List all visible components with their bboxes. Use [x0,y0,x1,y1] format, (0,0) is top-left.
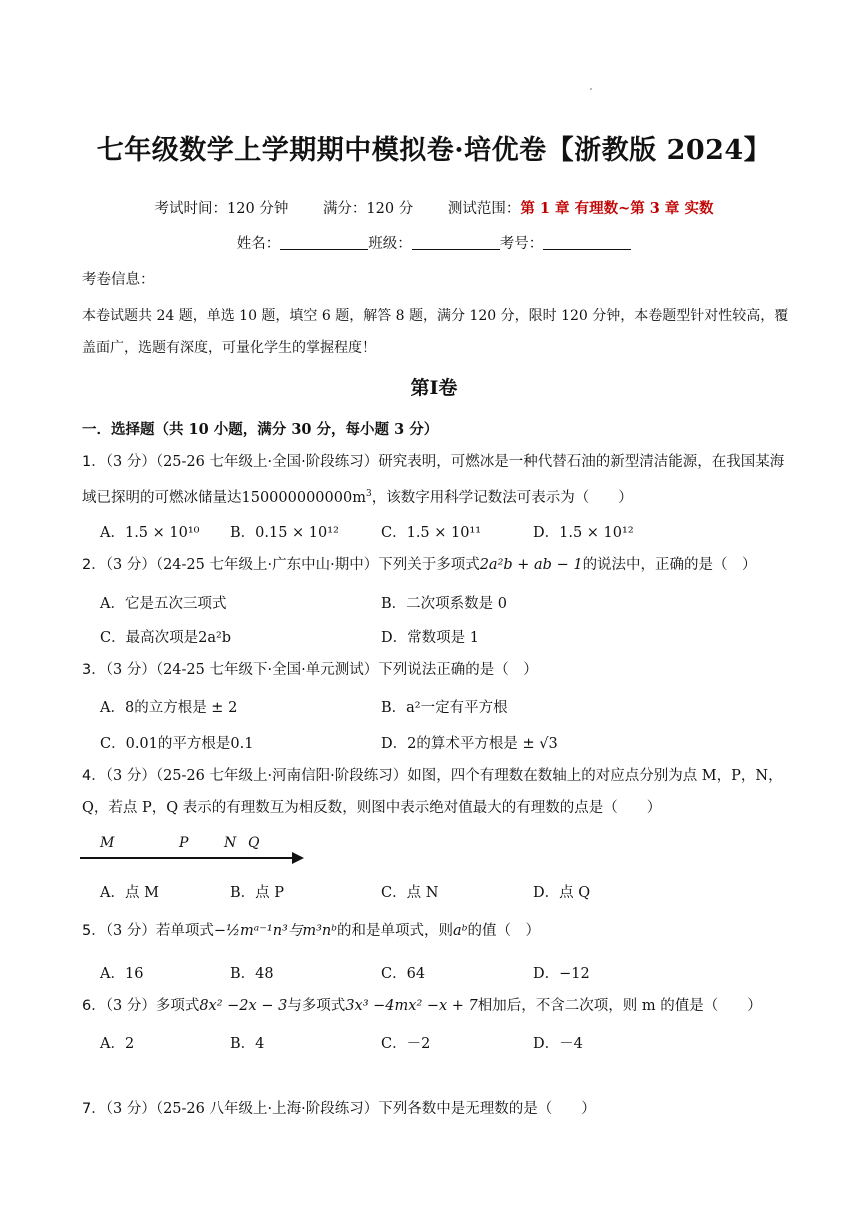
question-number: 5． [82,923,106,939]
option-a: A．8的立方根是 ± 2 [100,700,238,716]
point-label-n: N [224,835,237,851]
option-a: A．2 [100,1036,135,1052]
question-number: 2． [82,557,106,573]
question-math: 8x² −2x − 3 [199,998,288,1014]
scan-speck [590,88,592,90]
question-stem: （3 分）（24-25 七年级上·广东中山·期中）下列关于多项式 [105,557,480,573]
question-math-2: 3x³ −4mx² −x + 7 [345,998,478,1014]
option-d: D．2的算术平方根是 ± √3 [381,736,558,752]
question-stem: （3 分）（25-26 七年级上·河南信阳·阶段练习）如图，四个有理数在数轴上的对应点分别为点 M，P，N，Q，若点 P，Q 表示的有理数互为相反数，则图中表示绝对值最大的有理数的点是（ ） [82,768,783,816]
option-c: C．0.01的平方根是0.1 [100,736,254,752]
option-b: B．点 P [230,885,285,901]
option-d: D．－4 [533,1036,583,1052]
question-1 [82,446,794,514]
question-number: 3． [82,662,106,678]
info-text: 本卷试题共 24 题，单选 10 题，填空 6 题，解答 8 题，满分 120 分，限时 120 分钟，本卷题型针对性较高，覆盖面广，选题有深度，可量化学生的掌握程度！ [82,308,789,356]
question-stem: （3 分）（25-26 七年级上·全国·阶段练习）研究表明，可燃冰是一种代替石油的新型清洁能源，在我国某海域已探明的可燃冰储量达 [82,454,785,506]
question-stem: （3 分）多项式 [105,998,200,1014]
volume-heading: 第Ⅰ卷 [410,377,458,399]
option-b: B．4 [230,1036,265,1052]
option-a: A．点 M [100,885,159,901]
point-label-p: P [179,835,189,851]
point-label-m: M [100,835,115,851]
student-fields [0,232,868,253]
option-c: C．点 N [381,885,439,901]
question-number: 4． [82,768,106,784]
option-b: B．a²一定有平方根 [381,700,508,716]
option-a: A．它是五次三项式 [100,596,227,612]
option-c: C．－2 [381,1036,431,1052]
option-b: B．0.15 × 10¹² [230,525,339,541]
question-number: 1． [82,454,106,470]
question-5 [82,915,794,947]
question-2 [82,549,794,581]
question-math: −½mᵃ⁻¹n³与m³nᵇ [213,923,338,939]
exam-meta [0,197,868,218]
name-label: 姓名： [236,236,281,252]
question-4 [82,760,794,824]
question-stem-end: 相加后，不含二次项，则 m 的值是（ ） [477,998,762,1014]
option-d: D．−12 [533,966,590,982]
question-math: 150000000000m [241,489,366,506]
exam-range-label: 测试范围： [447,201,521,217]
question-stem: （3 分）（25-26 八年级上·上海·阶段练习）下列各数中是无理数的是（ ） [105,1101,596,1117]
question-stem: （3 分）（24-25 七年级下·全国·单元测试）下列说法正确的是（ ） [105,662,538,678]
option-b: B．48 [230,966,274,982]
option-d: D．点 Q [533,885,591,901]
question-stem-mid: 的和是单项式，则 [337,923,454,939]
arrow-icon [292,852,304,864]
exam-range-value: 第 1 章 有理数~第 3 章 实数 [520,200,714,217]
question-stem-mid: 与多项式 [287,998,346,1014]
option-d: D．常数项是 1 [381,630,479,646]
option-c: C．1.5 × 10¹¹ [381,525,482,541]
question-6 [82,990,794,1022]
question-math: 2a²b + ab − 1 [479,557,583,573]
question-math-2: aᵇ [453,923,468,939]
question-number: 6． [82,998,106,1014]
name-blank [280,235,368,250]
question-stem-end: 的值（ ） [467,923,540,939]
question-stem: （3 分）若单项式 [105,923,214,939]
number-line-axis [80,857,294,859]
exam-score: 满分：120 分 [322,201,414,217]
option-b: B．二次项系数是 0 [381,596,507,612]
info-label: 考卷信息： [82,272,155,288]
page-title: 七年级数学上学期期中模拟卷·培优卷【浙教版 2024】 [96,135,772,166]
question-stem-end: 的说法中，正确的是（ ） [582,557,757,573]
point-label-q: Q [248,835,260,851]
option-c: C．64 [381,966,426,982]
section-heading: 一．选择题（共 10 小题，满分 30 分，每小题 3 分） [82,421,439,438]
question-math-sup: 3 [365,489,372,499]
option-a: A．1.5 × 10¹⁰ [100,525,200,541]
question-3 [82,654,794,686]
number-line-figure [80,832,310,872]
question-7 [82,1093,794,1125]
option-a: A．16 [100,966,144,982]
question-stem-end: ，该数字用科学记数法可表示为（ ） [371,489,633,506]
exam-time: 考试时间：120 分钟 [154,201,289,217]
number-blank [543,235,631,250]
number-label: 考号： [499,236,544,252]
class-label: 班级： [368,236,412,252]
option-c: C．最高次项是2a²b [100,630,232,646]
class-blank [412,235,500,250]
option-d: D．1.5 × 10¹² [533,525,634,541]
question-number: 7． [82,1101,106,1117]
